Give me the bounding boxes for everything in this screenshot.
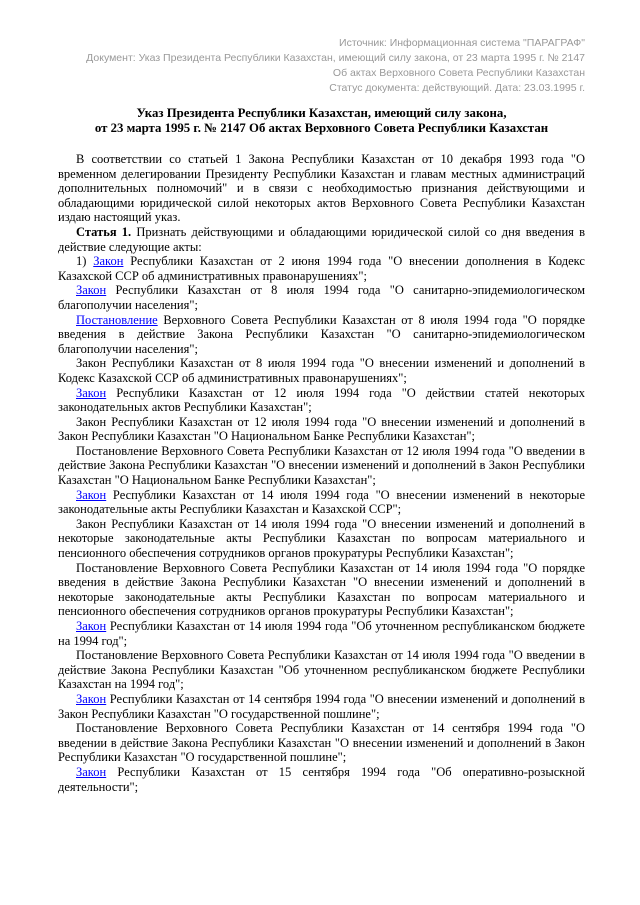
acts-list bbox=[58, 254, 585, 794]
article-1-label: Статья 1. bbox=[76, 224, 132, 239]
act-item: Закон Республики Казахстан от 12 июля 1994 года "О внесении изменений и дополнений в Закон Республики Казахстан "О Национальном Банке Республики Казахстан"; bbox=[58, 414, 585, 444]
act-item: Закон Республики Казахстан от 14 июля 1994 года "Об уточненном республиканском бюджете на 1994 год"; bbox=[58, 619, 585, 648]
meta-document: Документ: Указ Президента Республики Казахстан, имеющий силу закона, от 23 марта 1995 г. № 2147 Об актах Верховного Совета Республики Казахстан bbox=[86, 52, 585, 79]
act-item: Постановление Верховного Совета Республики Казахстан от 14 июля 1994 года "О введении в действие Закона Республики Казахстан "Об уточненном республиканском бюджете Республики Казахстан на 1994 год"; bbox=[58, 648, 585, 692]
article-1-text: Признать действующими и обладающими юридической силой со дня введения в действие следующие акты: bbox=[58, 224, 585, 254]
act-item: Постановление Верховного Совета Республики Казахстан от 8 июля 1994 года "О порядке введения в действие Закона Республики Казахстан "О санитарно-эпидемиологическом благополучии населения"; bbox=[58, 312, 585, 356]
document-title-line1: Указ Президента Республики Казахстан, имеющий силу закона, bbox=[136, 106, 507, 120]
document-body bbox=[58, 152, 585, 794]
act-link[interactable]: Закон bbox=[76, 283, 107, 298]
meta-source: Источник: Информационная система "ПАРАГРАФ" bbox=[339, 37, 585, 49]
act-item: Постановление Верховного Совета Республики Казахстан от 12 июля 1994 года "О введении в действие Закона Республики Казахстан "О внесении изменений и дополнений в Закон Республики Казахстан "О Национальном Банке Республики Казахстан"; bbox=[58, 443, 585, 488]
act-item: Закон Республики Казахстан от 15 сентября 1994 года "Об оперативно-розыскной деятельности"; bbox=[58, 764, 585, 794]
act-item: Закон Республики Казахстан от 8 июля 1994 года "О санитарно-эпидемиологическом благополучии населения"; bbox=[58, 283, 585, 312]
document-meta bbox=[58, 36, 585, 96]
act-item: Закон Республики Казахстан от 12 июля 1994 года "О действии статей некоторых законодательных актов Республики Казахстан"; bbox=[58, 385, 585, 415]
act-item: Закон Республики Казахстан от 14 июля 1994 года "О внесении изменений и дополнений в некоторые законодательные акты Республики Казахстан по вопросам материального и пенсионного обеспечения сотрудников органов прокуратуры Республики Казахстан"; bbox=[58, 516, 585, 561]
act-item: Постановление Верховного Совета Республики Казахстан от 14 сентября 1994 года "О введении в действие Закона Республики Казахстан "О внесении изменений и дополнений в Закон Республики Казахстан "О государственной пошлине"; bbox=[58, 721, 585, 765]
article-1-paragraph bbox=[58, 225, 585, 254]
act-item: 1) Закон Республики Казахстан от 2 июня 1994 года "О внесении дополнения в Кодекс Казахской ССР об административных правонарушениях"; bbox=[58, 254, 585, 283]
act-item: Закон Республики Казахстан от 14 сентября 1994 года "О внесении изменений и дополнений в Закон Республики Казахстан "О государственной пошлине"; bbox=[58, 691, 585, 721]
meta-status: Статус документа: действующий. Дата: 23.03.1995 г. bbox=[329, 82, 585, 94]
act-link[interactable]: Закон bbox=[76, 691, 107, 706]
act-item: Постановление Верховного Совета Республики Казахстан от 14 июля 1994 года "О порядке введения в действие Закона Республики Казахстан "О внесении изменений и дополнений в некоторые законодательные акты Республики Казахстан по вопросам материального и пенсионного обеспечения сотрудников органов прокуратуры Республики Казахстан"; bbox=[58, 560, 585, 619]
document-title bbox=[58, 106, 585, 135]
act-link[interactable]: Закон bbox=[76, 487, 107, 502]
act-link[interactable]: Закон bbox=[76, 619, 107, 633]
act-link[interactable]: Закон bbox=[76, 764, 107, 779]
act-item: Закон Республики Казахстан от 14 июля 1994 года "О внесении изменений в некоторые законодательные акты Республики Казахстан и Казахской ССР"; bbox=[58, 487, 585, 517]
document-title-line2: от 23 марта 1995 г. № 2147 Об актах Верховного Совета Республики Казахстан bbox=[94, 120, 549, 135]
act-link[interactable]: Закон bbox=[93, 254, 124, 269]
act-link[interactable]: Закон bbox=[76, 385, 107, 400]
intro-paragraph: В соответствии со статьей 1 Закона Республики Казахстан от 10 декабря 1993 года "О временном делегировании Президенту Республики Казахстан и главам местных администраций дополнительных полномочий" и в связи с необходимостью признания действующими и обладающими юридической силой некоторых актов Верховного Совета Республики Казахстан издаю настоящий указ. bbox=[58, 152, 585, 225]
act-item: Закон Республики Казахстан от 8 июля 1994 года "О внесении изменений и дополнений в Кодекс Казахской ССР об административных правонарушениях"; bbox=[58, 356, 585, 385]
act-link[interactable]: Постановление bbox=[76, 312, 158, 327]
